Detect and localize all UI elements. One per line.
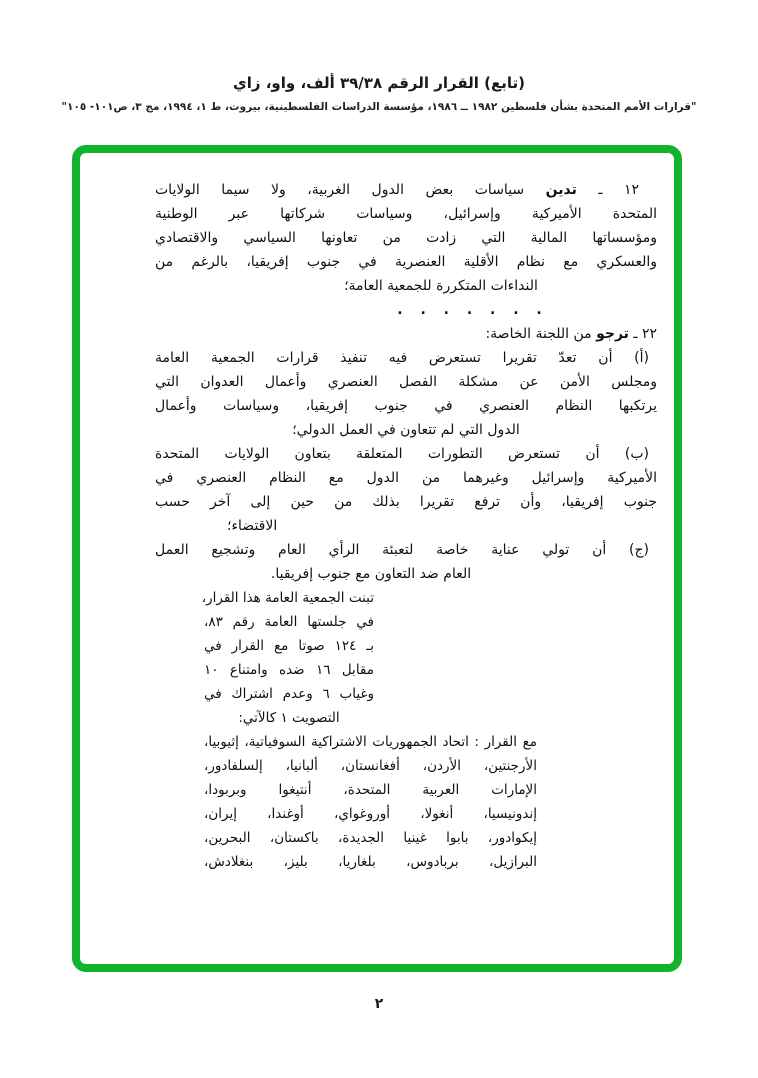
text-line: والعسكري مع نظام الأقلية العنصرية في جنوب إفريقيا، بالرغم من xyxy=(155,254,657,270)
text-line: يرتكبها النظام العنصري في جنوب إفريقيا، وسياسات وأعمال xyxy=(155,398,657,414)
text-line: بـ ١٢٤ صوتا مع القرار في xyxy=(204,638,374,654)
document-body xyxy=(80,153,674,964)
text-line: البرازيل، بربادوس، بلغاريا، بليز، بنغلادش، xyxy=(204,854,537,870)
text-line xyxy=(155,178,657,202)
paragraph-22 xyxy=(155,322,657,346)
text-line: إندونيسيا، أنغولا، أوروغواي، أوغندا، إيران، xyxy=(204,806,537,822)
text-line: جنوب إفريقيا، وأن ترفع تقريرا بذلك من حين إلى آخر حسب xyxy=(155,494,657,510)
text-line: المتحدة الأميركية وإسرائيل، وسياسات شركاتها عبر الوطنية xyxy=(155,206,657,222)
text-line: في جلستها العامة رقم ٨٣، xyxy=(204,614,374,630)
text-line: ومجلس الأمن عن مشكلة الفصل العنصري وأعمال العدوان التي xyxy=(155,374,657,390)
vote-summary xyxy=(201,586,374,730)
highlight-frame xyxy=(72,145,682,972)
text-line: الدول التي لم تتعاون في العمل الدولي؛ xyxy=(292,422,520,438)
resolution-title: (تابع) القرار الرقم ٣٩/٣٨ ألف، واو، زاي xyxy=(232,74,525,92)
text-line: الاقتضاء؛ xyxy=(227,518,278,534)
text-line: العام ضد التعاون مع جنوب إفريقيا. xyxy=(270,566,472,582)
text-line: ومؤسساتها المالية التي زادت من تعاونها السياسي والاقتصادي xyxy=(155,230,657,246)
item-c xyxy=(155,538,657,586)
item-a xyxy=(155,346,657,442)
vote-with-list xyxy=(204,730,537,874)
text-line: من اللجنة الخاصة: xyxy=(485,326,597,342)
text-line: إيكوادور، بابوا غينيا الجديدة، باكستان، البحرين، xyxy=(204,830,537,846)
text-line: (ب) أن تستعرض التطورات المتعلقة بتعاون الولايات المتحدة xyxy=(155,446,649,462)
text-line: الأميركية وإسرائيل وغيرهما من الدول مع النظام العنصري في xyxy=(155,470,657,486)
text-line: الإمارات العربية المتحدة، أنتيغوا وبربودا، xyxy=(204,782,537,798)
paragraph-number: ٢٢ ـ xyxy=(628,326,657,342)
item-b xyxy=(155,442,657,538)
bold-keyword: تدين xyxy=(545,182,577,198)
page-number: ٢ xyxy=(374,996,384,1012)
text-line: وغياب ٦ وعدم اشتراك في xyxy=(204,686,374,702)
source-citation: "قرارات الأمم المتحدة بشأن فلسطين ١٩٨٢ ــ ١٩٨٦، مؤسسة الدراسات الفلسطينية، بيروت، ط ١، ١٩٩٤، مج ٣، ص١٠١- ١٠٥" xyxy=(61,101,697,113)
text-line: النداءات المتكررة للجمعية العامة؛ xyxy=(344,278,538,294)
text-line: (أ) أن تعدّ تقريرا تستعرض فيه تنفيذ قرارات الجمعية العامة xyxy=(155,350,649,366)
text-line: (ج) أن تولي عناية خاصة لتعبئة الرأي العام وتشجيع العمل xyxy=(155,542,649,558)
text-line: مع القرار : اتحاد الجمهوريات الاشتراكية السوفياتية، إثيوبيا، xyxy=(204,734,537,750)
text-line: التصويت ١ كالآتي: xyxy=(238,710,340,726)
text-line: الأرجنتين، الأردن، أفغانستان، ألبانيا، إلسلفادور، xyxy=(204,758,537,774)
text-line: سياسات بعض الدول الغربية، ولا سيما الولايات xyxy=(155,182,546,198)
paragraph-12 xyxy=(155,178,657,298)
paragraph-number: ١٢ ـ xyxy=(576,182,639,198)
text-line: تبنت الجمعية العامة هذا القرار، xyxy=(201,590,374,606)
bold-keyword: ترجو xyxy=(596,326,629,342)
ellipsis-separator: . . . . . . . xyxy=(397,302,545,318)
text-line: مقابل ١٦ ضده وامتناع ١٠ xyxy=(204,662,374,678)
